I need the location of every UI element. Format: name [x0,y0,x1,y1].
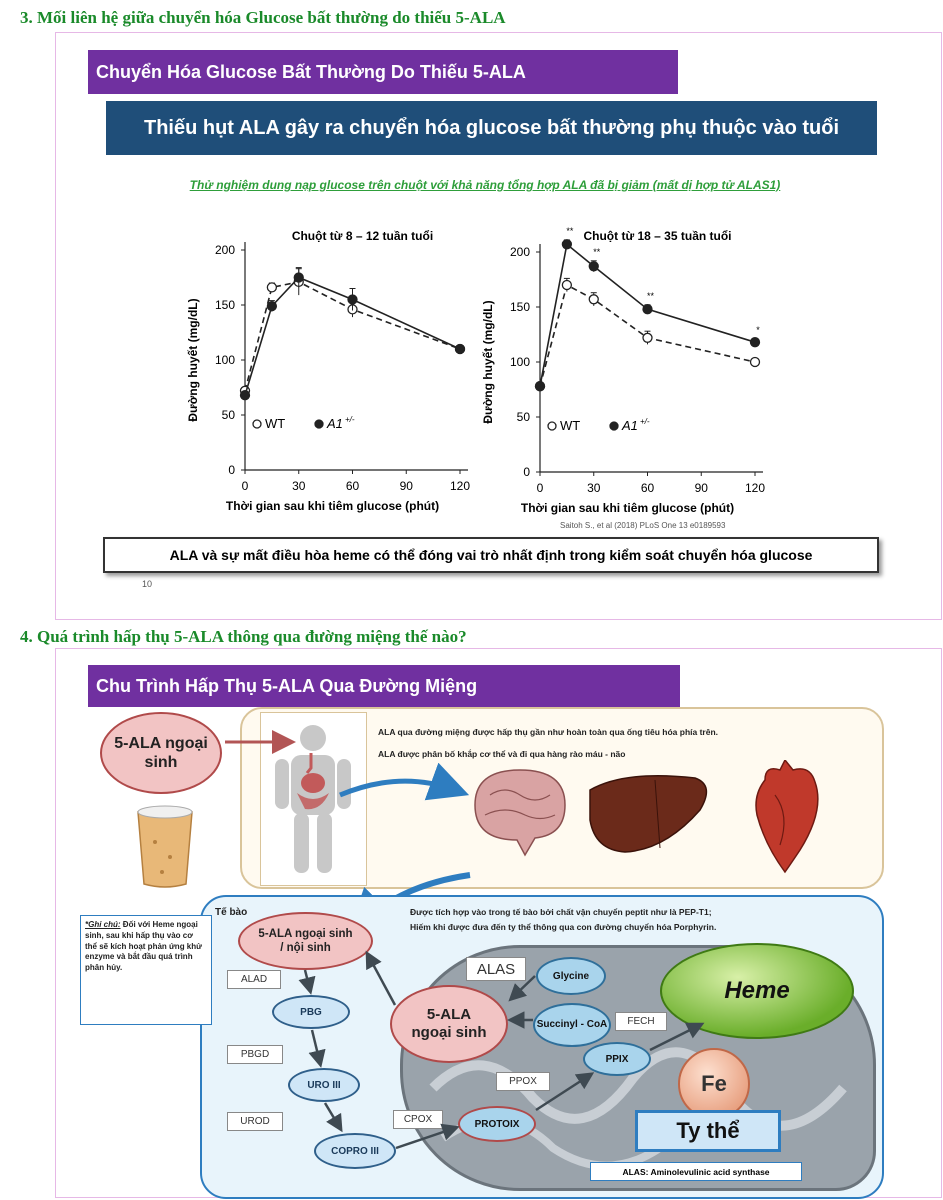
slide3-title: Chuyển Hóa Glucose Bất Thường Do Thiếu 5-ALA [88,50,678,94]
y-tick-label: 50 [516,410,530,424]
y-tick-label: 0 [523,465,530,479]
y-tick-label: 200 [509,245,530,259]
y-tick-label: 100 [509,355,530,369]
legend-label-a1: A1 [327,416,343,431]
x-tick-label: 120 [744,481,766,495]
ala-cell-node: 5-ALA ngoại sinh / nội sinh [238,912,373,970]
y-tick-label: 100 [214,353,235,367]
enzyme-ppox: PPOX [496,1072,550,1091]
absorption-info-2: ALA được phân bố khắp cơ thể và đi qua hàng rào máu - não [378,749,626,759]
legend-superscript: +/- [345,415,355,424]
x-tick-label: 0 [241,479,249,493]
y-tick-label: 50 [221,408,235,422]
mitochondrion-label: Ty thể [635,1110,781,1152]
slide3-banner: Thiếu hụt ALA gây ra chuyển hóa glucose bất thường phụ thuộc vào tuổi [106,101,877,155]
enzyme-alas: ALAS [466,957,526,981]
uro-node: URO III [288,1068,360,1102]
chart-title: Chuột từ 8 – 12 tuần tuổi [291,229,434,243]
slide3-subtitle: Thử nghiệm dung nạp glucose trên chuột với khả năng tổng hợp ALA đã bị giảm (mất dị hợp tử ALAS1) [189,178,781,192]
y-tick-label: 150 [214,298,235,312]
x-tick-label: 120 [449,479,471,493]
absorption-info-1: ALA qua đường miệng được hấp thụ gần như hoàn toàn qua ống tiêu hóa phía trên. [378,727,718,737]
y-tick-label: 0 [228,463,235,477]
y-axis-label: Đường huyết (mg/dL) [186,298,200,422]
section4-heading: 4. Quá trình hấp thụ 5-ALA thông qua đường miệng thế nào? [20,627,467,646]
protoix-node: PROTOIX [458,1106,536,1142]
enzyme-cpox: CPOX [393,1110,443,1129]
significance-marker: * [756,324,760,335]
oral-ala-node: 5-ALA ngoại sinh [100,712,222,794]
alas-legend: ALAS: Aminolevulinic acid synthase [590,1162,802,1181]
heme-node: Heme [660,943,854,1039]
enzyme-urod: UROD [227,1112,283,1131]
succinyl-node: Succinyl - CoA [533,1003,611,1047]
slide4-title: Chu Trình Hấp Thụ 5-ALA Qua Đường Miệng [88,665,680,707]
y-axis-label: Đường huyết (mg/dL) [481,300,495,424]
ala-mito-node: 5-ALA ngoại sinh [390,985,508,1063]
glycine-node: Glycine [536,957,606,995]
x-axis-label: Thời gian sau khi tiêm glucose (phút) [520,501,735,515]
cell-info-2: Hiếm khi được đưa đến ty thể thông qua con đường chuyển hóa Porphyrin. [410,922,717,932]
x-tick-label: 0 [536,481,544,495]
legend-label-wt: WT [560,418,581,433]
legend-superscript: +/- [640,417,650,426]
enzyme-fech: FECH [615,1012,667,1031]
x-tick-label: 30 [587,481,601,495]
x-tick-label: 60 [640,481,655,495]
ppix-node: PPIX [583,1042,651,1076]
citation: Saitoh S., et al (2018) PLoS One 13 e0189593 [560,521,726,530]
fe-node: Fe [678,1048,750,1120]
significance-marker: ** [566,225,574,236]
page-number: 10 [142,579,153,589]
enzyme-alad: ALAD [227,970,281,989]
note-text: Đối với Heme ngoại sinh, sau khi hấp thụ vào cơ thể sẽ kích hoạt phản ứng khử enzyme và bắt đầu quá trình phân hủy. [85,920,202,973]
note-title: *Ghi chú: [85,920,121,929]
legend-label-wt: WT [265,416,286,431]
slide3-conclusion: ALA và sự mất điều hòa heme có thể đóng vai trò nhất định trong kiểm soát chuyển hóa glucose [103,537,879,573]
significance-marker: ** [646,290,655,301]
legend-label-a1: A1 [622,418,638,433]
cell-info-1: Được tích hợp vào trong tế bào bởi chất vận chuyển peptit như là PEP-T1; [410,907,712,917]
x-tick-label: 90 [399,479,413,493]
x-tick-label: 60 [345,479,360,493]
y-tick-label: 200 [214,243,235,257]
x-axis-label: Thời gian sau khi tiêm glucose (phút) [225,499,440,513]
pbg-node: PBG [272,995,350,1029]
x-tick-label: 90 [694,481,708,495]
section3-heading: 3. Mối liên hệ giữa chuyển hóa Glucose bất thường do thiếu 5-ALA [20,8,506,27]
cell-label: Tế bào [215,907,248,918]
y-tick-label: 150 [509,300,530,314]
copro-node: COPRO III [314,1133,396,1169]
chart-title: Chuột từ 18 – 35 tuần tuổi [583,229,732,243]
significance-marker: ** [593,246,601,257]
x-tick-label: 30 [292,479,306,493]
enzyme-pbgd: PBGD [227,1045,283,1064]
